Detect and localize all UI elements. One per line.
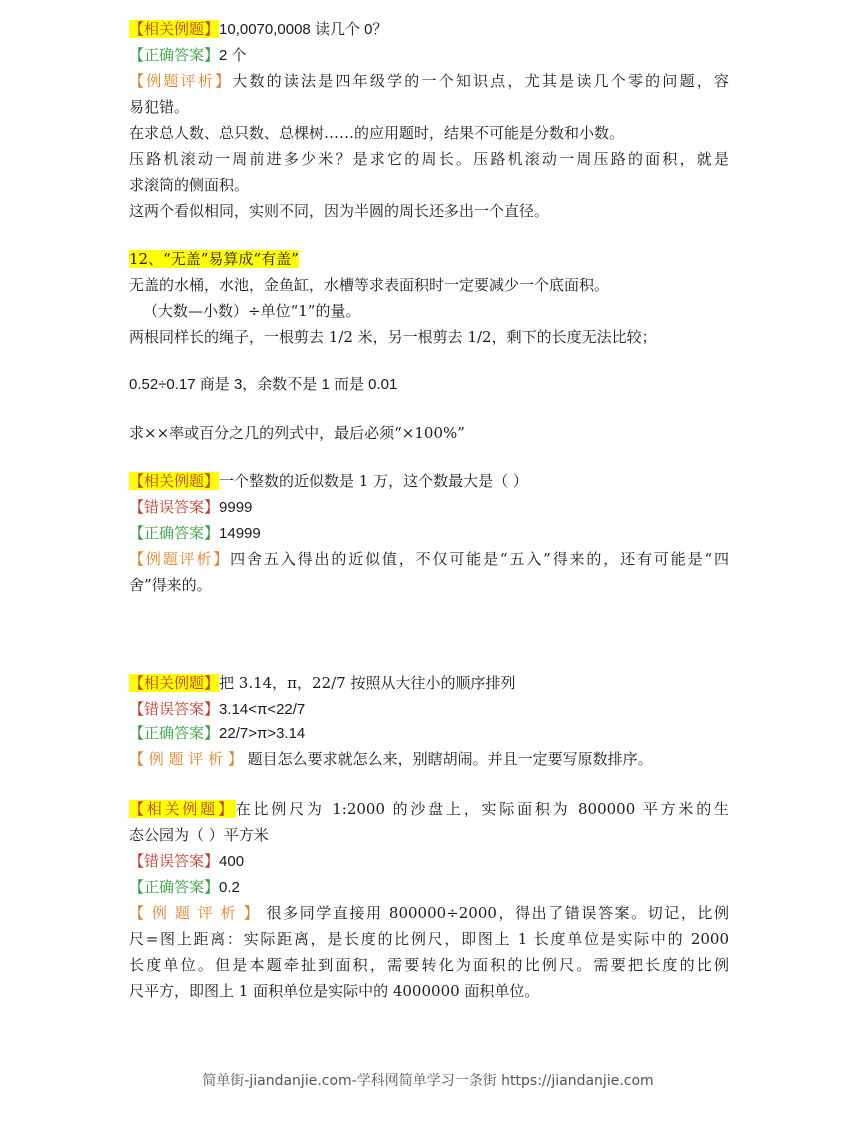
wrong-answer-4 [129,850,729,873]
related-example-tag: 【相关例题】 [129,674,220,692]
wrong-answer-tag: 【错误答案】 [129,852,220,870]
paragraph-semicircle: 这两个看似相同，实则不同，因为半圆的周长还多出一个直径。 [129,202,550,220]
paragraph-roller-line2: 求滚筒的侧面积。 [129,176,250,194]
answer-text: 2 个 [219,47,247,64]
analysis-4-line3: 长度单位。但是本题牵扯到面积，需要转化为面积的比例尺。需要把长度的比例 [129,956,729,974]
question-text: 一个整数的近似数是 1 万，这个数最大是（ ） [219,472,528,490]
analysis-4-line2: 尺=图上距离：实际距离，是长度的比例尺，即图上 1 长度单位是实际中的 2000 [129,930,729,948]
section-heading-text: 12、“无盖”易算成“有盖” [129,250,299,268]
paragraph-count-rule: 在求总人数、总只数、总棵树……的应用题时，结果不可能是分数和小数。 [129,124,625,142]
analysis-4-line4: 尺平方，即图上 1 面积单位是实际中的 4000000 面积单位。 [129,982,540,1000]
analysis-tag: 【 例 题 评 析 】 [129,904,261,922]
analysis-text: 四舍五入得出的近似值，不仅可能是“五入”得来的，还有可能是“四 [230,550,729,568]
paragraph-no-lid: 无盖的水桶，水池，金鱼缸，水槽等求表面积时一定要减少一个底面积。 [129,276,610,294]
answer-text: 3.14<π<22/7 [219,701,306,718]
example-question-1 [129,18,729,41]
question-text: 把 3.14，π，22/7 按照从大往小的顺序排列 [219,674,516,692]
wrong-answer-tag: 【错误答案】 [129,498,220,516]
correct-answer-tag: 【正确答案】 [129,524,220,542]
analysis-text: 大数的读法是四年级学的一个知识点，尤其是读几个零的问题，容 [232,72,729,90]
section-heading-12 [129,248,729,270]
analysis-tag: 【 例 题 评 析 】 [129,750,243,768]
analysis-2-line1 [129,548,729,570]
paragraph-unit-one: （大数—小数）÷单位“1”的量。 [143,302,361,320]
page-footer: 简单街-jiandanjie.com-学科网简单学习一条街 https://jiandanjie.com [202,1073,654,1089]
analysis-3 [129,748,729,770]
correct-answer-1 [129,44,729,67]
related-example-tag: 【相关例题】 [129,472,220,490]
example-question-3 [129,672,729,694]
correct-answer-tag: 【正确答案】 [129,724,220,742]
analysis-1-line1 [129,70,729,92]
example-question-4-line1 [129,798,729,820]
wrong-answer-tag: 【错误答案】 [129,700,220,718]
analysis-1-line2: 易犯错。 [129,98,190,116]
analysis-tag: 【例题评析】 [129,550,231,568]
answer-text: 400 [219,853,245,870]
correct-answer-3 [129,722,729,745]
answer-text: 22/7>π>3.14 [219,725,306,742]
related-example-tag: 【相关例题】 [129,20,220,38]
correct-answer-4 [129,876,729,899]
analysis-4-line1 [129,902,729,924]
paragraph-percent: 求××率或百分之几的列式中，最后必须“×100%” [129,424,465,442]
paragraph-remainder: 0.52÷0.17 商是 3，余数不是 1 而是 0.01 [129,376,398,393]
answer-text: 9999 [219,499,253,516]
related-example-tag: 【相关例题】 [129,800,236,818]
answer-text: 14999 [219,525,261,542]
example-question-2 [129,470,729,492]
correct-answer-2 [129,522,729,545]
answer-text: 0.2 [219,879,240,896]
analysis-text: 题目怎么要求就怎么来，别瞎胡闹。并且一定要写原数排序。 [247,750,653,768]
paragraph-rope: 两根同样长的绳子，一根剪去 1/2 米，另一根剪去 1/2，剩下的长度无法比较； [129,328,657,346]
analysis-2-line2: 舍”得来的。 [129,576,212,594]
wrong-answer-3 [129,698,729,721]
question-text: 10,0070,0008 读几个 0？ [219,21,388,38]
paragraph-roller-line1: 压路机滚动一周前进多少米？是求它的周长。压路机滚动一周压路的面积，就是 [129,150,729,168]
question-text: 在比例尺为 1:2000 的沙盘上，实际面积为 800000 平方米的生 [235,800,729,818]
wrong-answer-2 [129,496,729,519]
correct-answer-tag: 【正确答案】 [129,878,220,896]
analysis-tag: 【例题评析】 [129,72,233,90]
correct-answer-tag: 【正确答案】 [129,46,220,64]
example-question-4-line2: 态公园为（ ）平方米 [129,826,269,844]
analysis-text: 很多同学直接用 800000÷2000，得出了错误答案。切记，比例 [266,904,729,922]
